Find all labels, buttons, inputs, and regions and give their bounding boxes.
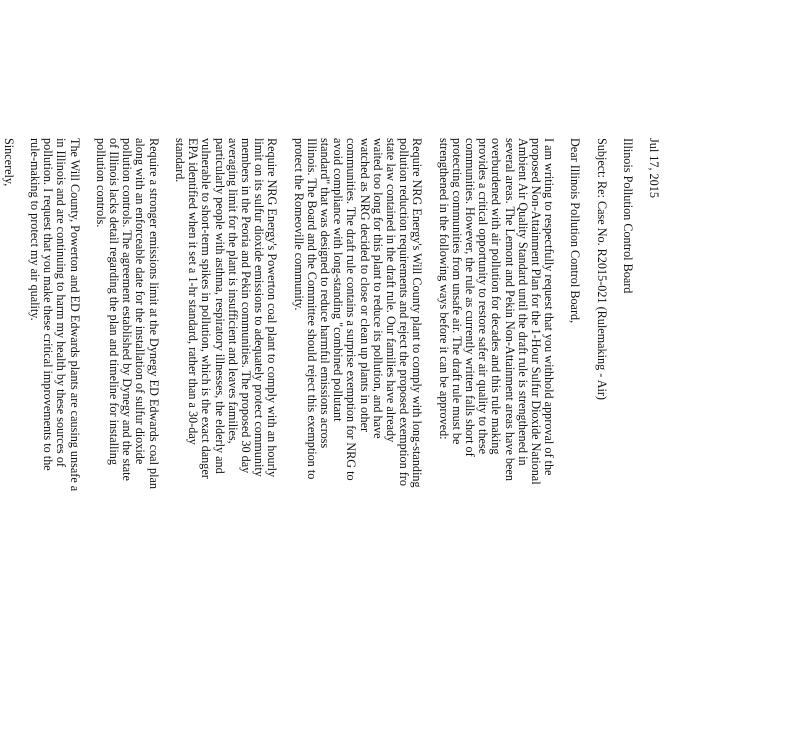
paragraph-line: in Illinois and are continuing to harm my health by these sources of — [54, 138, 69, 467]
paragraph-line: along with an enforceable date for the installation of sulfur dioxide — [133, 138, 148, 465]
paragraph-line: overburdened with air pollution for decades and this rule making — [489, 138, 504, 455]
paragraph-line: EPA identified when it set a 1-hr standard, rather than a 30-day — [186, 138, 201, 445]
letter-subject: Subject: Re: Case No. R2015-021 (Rulemaking - Air) — [594, 138, 609, 400]
paragraph-line: Ambient Air Quality Standard until the draft rule is strengthened in — [515, 138, 530, 466]
paragraph-line: of Illinois lacks detail regarding the plan and timeline for installing — [107, 138, 122, 465]
paragraph-line: Require NRG Energy's Powerton coal plant to comply with an hourly — [265, 138, 280, 478]
paragraph-line: I am writing to respectfully request that you withhold approval of the — [542, 138, 557, 476]
letter-paragraph — [291, 138, 423, 748]
paragraph-line: protect the Romeoville community. — [291, 138, 306, 311]
paragraph-line: pollution reduction requirements and reject the proposed exemption fro — [397, 138, 412, 486]
paragraph-line: pollution controls. — [93, 138, 108, 228]
paragraph-line: Require a stronger emissions limit at the Dynegy ED Edwards coal plan — [146, 138, 161, 489]
paragraph-line: standard. — [172, 138, 187, 183]
letter-paragraph — [94, 138, 160, 748]
paragraph-line: members in the Peoria and Pekin communities. The proposed 30 day — [238, 138, 253, 474]
paragraph-line: limit on its sulfur dioxide emissions to adequately protect community — [252, 138, 267, 477]
paragraph-line: communities. However, the rule as currently written falls short of — [462, 138, 477, 457]
letter-salutation: Dear Illinois Pollution Control Board, — [568, 138, 583, 324]
paragraph-line: watched as NRG decided to close or clean up plants in other — [357, 138, 372, 433]
paragraph-line: vulnerable to short-term spikes in pollution, which is the exact danger — [199, 138, 214, 479]
letter-closing: Sincerely, — [1, 138, 16, 187]
letter-paragraph — [28, 138, 81, 748]
paragraph-line: communities. The draft rule contains a surprise exemption for NRG to — [344, 138, 359, 481]
paragraph-line: several areas. The Lemont and Pekin Non-Attainment areas have been — [502, 138, 517, 481]
paragraph-line: The Will County, Powerton and ED Edwards plants are causing unsafe a — [67, 138, 82, 492]
paragraph-line: provides a critical opportunity to restore safer air quality to these — [476, 138, 491, 455]
letter-date: Jul 17, 2015 — [647, 138, 661, 198]
paragraph-line: pollution controls. The agreement established by Dynegy and the state — [120, 138, 135, 481]
paragraph-line: Illinois. The Board and the Committee should reject this exemption to — [304, 138, 319, 480]
paragraph-line: protecting communities from unsafe air. The draft rule must be — [449, 138, 464, 445]
letter-paragraph — [173, 138, 279, 748]
paragraph-line: pollution. I request that you make these critical improvements to the — [41, 138, 56, 471]
paragraph-line: waited too long for this plant to reduce its pollution, and have — [370, 138, 385, 439]
paragraph-line: avoid compliance with long-standing "combined pollutant — [331, 138, 346, 422]
paragraph-line: particularly people with asthma, respiratory illnesses, the elderly and — [212, 138, 227, 474]
paragraph-line: state law contained in the draft rule. Our families have already — [383, 138, 398, 443]
paragraph-line: Require NRG Energy's Will County plant to comply with long-standing — [410, 138, 425, 488]
letter-paragraph — [436, 138, 555, 748]
paragraph-line: rule-making to protect my air quality. — [28, 138, 43, 321]
letter-body — [1, 138, 661, 748]
paragraph-line: standard" that was designed to reduce harmful emissions across — [317, 138, 332, 449]
paragraph-line: averaging limit for the plant is insufficient and leaves families, — [225, 138, 240, 444]
paragraph-line: proposed Non-Attainment Plan for the 1-Hour Sulfur Dioxide National — [528, 138, 543, 485]
letter-paragraphs — [28, 138, 555, 748]
letter-recipient: Illinois Pollution Control Board — [620, 138, 635, 294]
paragraph-line: strengthened in the following ways before it can be approved: — [436, 138, 451, 440]
